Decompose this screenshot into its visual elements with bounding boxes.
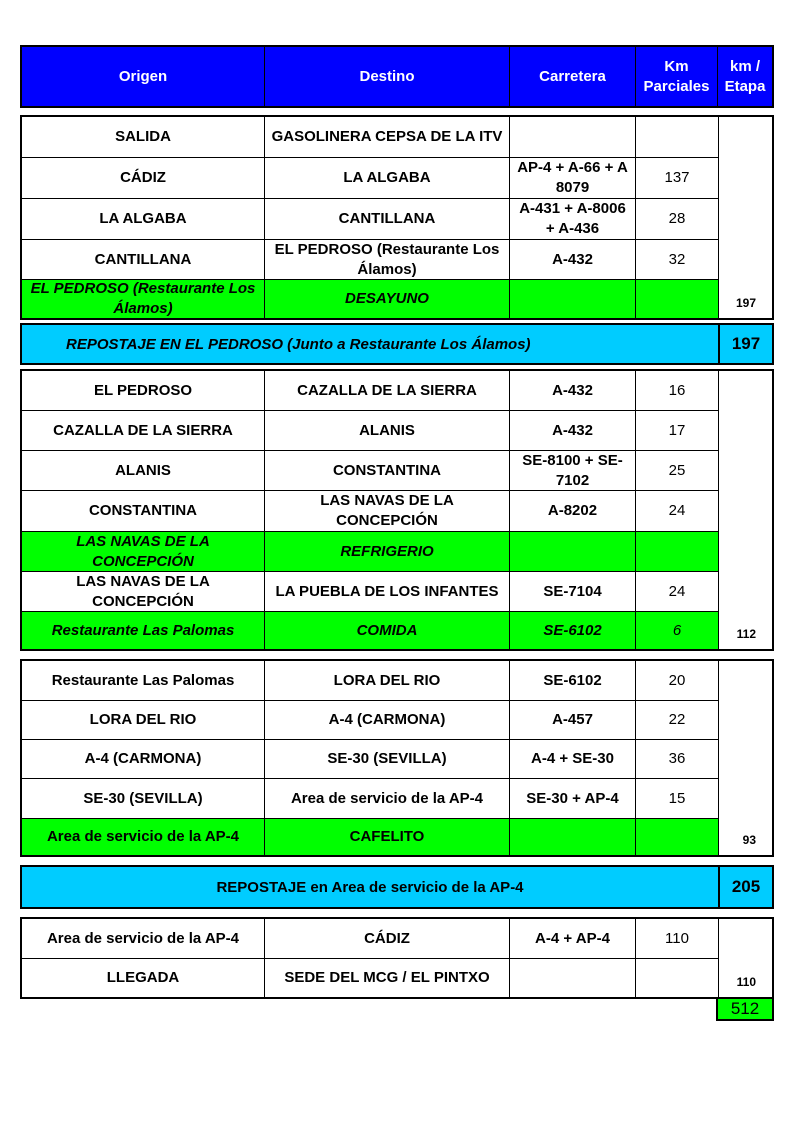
cell-destino: LAS NAVAS DE LA CONCEPCIÓN bbox=[264, 491, 509, 531]
cell-destino: COMIDA bbox=[264, 612, 509, 649]
cell-km: 32 bbox=[635, 240, 718, 279]
refuel-text: REPOSTAJE EN EL PEDROSO (Junto a Restaurante Los Álamos) bbox=[66, 335, 531, 353]
etapa-total: 197 bbox=[735, 296, 756, 310]
cell-origen: CONSTANTINA bbox=[88, 502, 198, 519]
cell-destino: CAZALLA DE LA SIERRA bbox=[264, 371, 509, 410]
etapa-total: 110 bbox=[736, 975, 756, 989]
cell-carretera: SE-6102 bbox=[509, 661, 635, 700]
header-carretera: Carretera bbox=[509, 47, 635, 106]
cell-km: 15 bbox=[635, 779, 718, 818]
refuel-km: 205 bbox=[718, 867, 772, 907]
cell-km bbox=[635, 959, 718, 997]
cell-origen: SE-30 (SEVILLA) bbox=[83, 789, 203, 807]
table-row bbox=[22, 958, 718, 997]
cell-destino: CONSTANTINA bbox=[264, 451, 509, 490]
cell-destino: A-4 (CARMONA) bbox=[264, 701, 509, 739]
stop-row bbox=[22, 531, 718, 571]
etapa-column bbox=[718, 117, 772, 318]
cell-origen: CANTILLANA bbox=[94, 250, 192, 268]
cell-km: 24 bbox=[635, 491, 718, 531]
cell-destino: CANTILLANA bbox=[264, 199, 509, 239]
table-header bbox=[20, 45, 774, 108]
cell-origen: Area de servicio de la AP-4 bbox=[46, 828, 240, 845]
etapa-column bbox=[718, 661, 772, 855]
table-row bbox=[22, 739, 718, 778]
cell-destino: CÁDIZ bbox=[264, 919, 509, 958]
cell-carretera: A-4 + AP-4 bbox=[509, 919, 635, 958]
table-row bbox=[22, 490, 718, 531]
table-row bbox=[22, 700, 718, 739]
cell-carretera: SE-6102 bbox=[509, 612, 635, 649]
cell-carretera bbox=[509, 959, 635, 997]
cell-origen: Restaurante Las Palomas bbox=[51, 621, 235, 639]
etapa-column bbox=[718, 371, 772, 649]
cell-destino: Area de servicio de la AP-4 bbox=[264, 779, 509, 818]
cell-carretera: AP-4 + A-66 + A 8079 bbox=[509, 158, 635, 198]
cell-destino: LA ALGABA bbox=[264, 158, 509, 198]
cell-origen: CAZALLA DE LA SIERRA bbox=[53, 421, 233, 439]
stage-block-2 bbox=[20, 369, 774, 651]
refuel-bar-1 bbox=[20, 323, 774, 365]
cell-km: 36 bbox=[635, 740, 718, 778]
cell-origen: LORA DEL RIO bbox=[89, 711, 197, 728]
cell-destino: GASOLINERA CEPSA DE LA ITV bbox=[264, 117, 509, 157]
cell-destino: ALANIS bbox=[264, 411, 509, 450]
cell-carretera: SE-7104 bbox=[509, 572, 635, 611]
cell-carretera: A-4 + SE-30 bbox=[509, 740, 635, 778]
table-row bbox=[22, 571, 718, 611]
cell-carretera bbox=[509, 117, 635, 157]
table-row bbox=[22, 661, 718, 700]
cell-origen: EL PEDROSO bbox=[93, 381, 193, 399]
cell-origen: LAS NAVAS DE LA CONCEPCIÓN bbox=[76, 532, 210, 570]
etapa-total: 93 bbox=[742, 833, 756, 847]
stop-row bbox=[22, 279, 718, 318]
cell-origen: EL PEDROSO (Restaurante Los Álamos) bbox=[30, 280, 256, 317]
refuel-text: REPOSTAJE en Area de servicio de la AP-4 bbox=[216, 878, 524, 896]
cell-carretera: A-432 bbox=[509, 411, 635, 450]
etapa-column bbox=[718, 919, 772, 997]
cell-destino: SEDE DEL MCG / EL PINTXO bbox=[264, 959, 509, 997]
cell-km: 6 bbox=[635, 612, 718, 649]
stage-block-4 bbox=[20, 917, 774, 999]
cell-carretera: A-457 bbox=[509, 701, 635, 739]
cell-km bbox=[635, 117, 718, 157]
cell-carretera: A-8202 bbox=[509, 491, 635, 531]
cell-origen: LAS NAVAS DE LA CONCEPCIÓN bbox=[76, 572, 210, 610]
cell-km: 20 bbox=[635, 661, 718, 700]
cell-origen: CÁDIZ bbox=[120, 169, 166, 186]
cell-km: 25 bbox=[635, 451, 718, 490]
cell-km: 16 bbox=[635, 371, 718, 410]
cell-destino: EL PEDROSO (Restaurante Los Álamos) bbox=[264, 240, 509, 279]
stage-block-1 bbox=[20, 115, 774, 320]
cell-carretera: A-432 bbox=[509, 371, 635, 410]
cell-km: 22 bbox=[635, 701, 718, 739]
cell-destino: LA PUEBLA DE LOS INFANTES bbox=[264, 572, 509, 611]
cell-km: 17 bbox=[635, 411, 718, 450]
table-row bbox=[22, 371, 718, 410]
cell-carretera: SE-8100 + SE-7102 bbox=[509, 451, 635, 490]
refuel-km: 197 bbox=[718, 325, 772, 363]
header-destino: Destino bbox=[264, 47, 509, 106]
cell-carretera: SE-30 + AP-4 bbox=[509, 779, 635, 818]
cell-km bbox=[635, 280, 718, 318]
cell-destino: REFRIGERIO bbox=[264, 532, 509, 571]
stop-row bbox=[22, 818, 718, 855]
cell-km bbox=[635, 532, 718, 571]
cell-destino: SE-30 (SEVILLA) bbox=[264, 740, 509, 778]
cell-carretera bbox=[509, 819, 635, 855]
cell-km: 28 bbox=[635, 199, 718, 239]
grand-total: 512 bbox=[716, 997, 774, 1021]
cell-origen: ALANIS bbox=[115, 461, 171, 479]
cell-origen: SALIDA bbox=[115, 128, 171, 145]
cell-origen: Restaurante Las Palomas bbox=[51, 671, 235, 689]
table-row bbox=[22, 919, 718, 958]
header-origen: Origen bbox=[118, 67, 168, 85]
cell-km bbox=[635, 819, 718, 855]
table-row bbox=[22, 450, 718, 490]
cell-origen: LA ALGABA bbox=[99, 210, 187, 227]
refuel-bar-2 bbox=[20, 865, 774, 909]
header-km-etapa: km / Etapa bbox=[717, 47, 772, 106]
cell-carretera bbox=[509, 532, 635, 571]
table-row bbox=[22, 117, 718, 157]
table-row bbox=[22, 198, 718, 239]
cell-km: 137 bbox=[635, 158, 718, 198]
table-row bbox=[22, 157, 718, 198]
stage-block-3 bbox=[20, 659, 774, 857]
cell-origen: LLEGADA bbox=[106, 969, 180, 986]
cell-origen: Area de servicio de la AP-4 bbox=[46, 929, 240, 947]
cell-origen: A-4 (CARMONA) bbox=[84, 750, 202, 767]
header-km-parciales: Km Parciales bbox=[635, 47, 717, 106]
cell-carretera: A-431 + A-8006 + A-436 bbox=[509, 199, 635, 239]
stop-row bbox=[22, 611, 718, 649]
table-row bbox=[22, 410, 718, 450]
cell-km: 110 bbox=[635, 919, 718, 958]
cell-carretera: A-432 bbox=[509, 240, 635, 279]
cell-carretera bbox=[509, 280, 635, 318]
table-row bbox=[22, 778, 718, 818]
table-row bbox=[22, 239, 718, 279]
cell-km: 24 bbox=[635, 572, 718, 611]
etapa-total: 112 bbox=[736, 627, 756, 641]
cell-destino: LORA DEL RIO bbox=[264, 661, 509, 700]
cell-destino: CAFELITO bbox=[264, 819, 509, 855]
cell-destino: DESAYUNO bbox=[264, 280, 509, 318]
